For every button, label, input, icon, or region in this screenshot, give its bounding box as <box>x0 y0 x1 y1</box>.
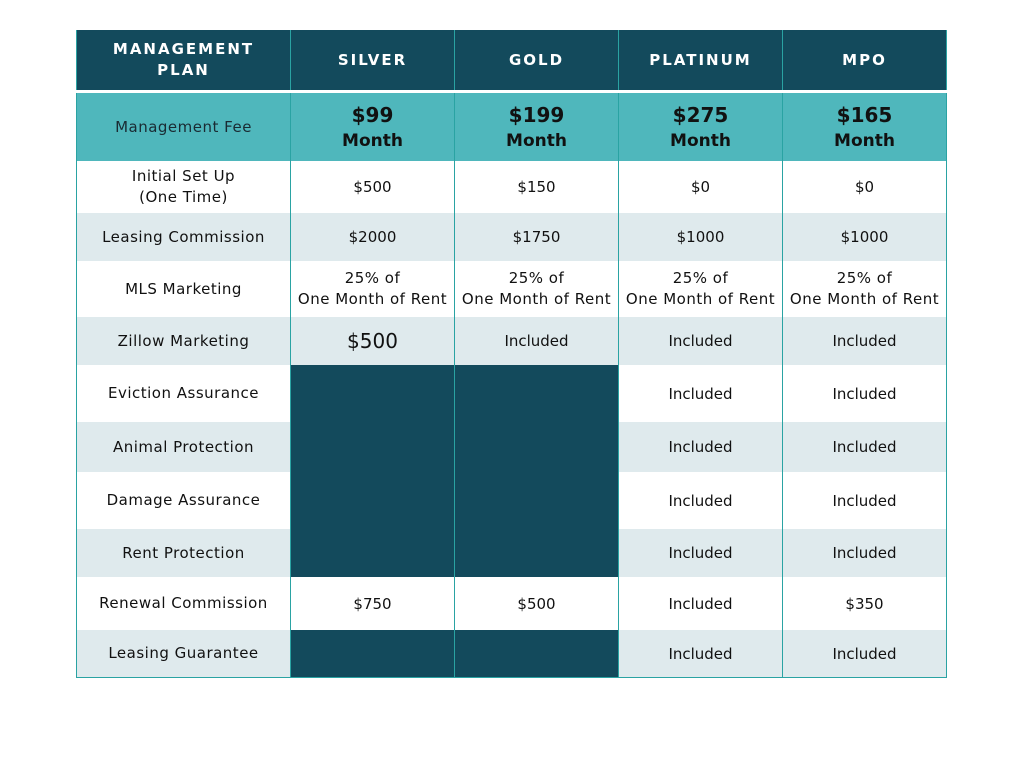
setup-label-line1: Initial Set Up <box>131 167 236 185</box>
zillow-mpo: Included <box>783 317 947 365</box>
mls-mpo <box>783 261 947 317</box>
mls-platinum-line2: One Month of Rent <box>625 290 776 308</box>
fee-gold <box>455 92 619 162</box>
table-body <box>77 92 947 678</box>
guarantee-platinum: Included <box>619 630 783 678</box>
setup-label <box>77 161 291 213</box>
mls-label: MLS Marketing <box>77 261 291 317</box>
leasing-guarantee-row <box>77 630 947 678</box>
eviction-gold-unavailable <box>455 365 619 422</box>
fee-label: Management Fee <box>77 92 291 162</box>
zillow-platinum: Included <box>619 317 783 365</box>
animal-mpo: Included <box>783 422 947 472</box>
fee-gold-unit: Month <box>506 130 567 151</box>
damage-label: Damage Assurance <box>77 472 291 529</box>
rent-label: Rent Protection <box>77 529 291 577</box>
fee-mpo-price: $165 <box>836 102 893 127</box>
plan-comparison-table <box>76 30 947 678</box>
setup-mpo: $0 <box>783 161 947 213</box>
animal-protection-row <box>77 422 947 472</box>
leasing-gold: $1750 <box>455 213 619 261</box>
fee-platinum-price: $275 <box>672 102 729 127</box>
fee-silver-unit: Month <box>342 130 403 151</box>
renewal-silver: $750 <box>291 577 455 630</box>
guarantee-label: Leasing Guarantee <box>77 630 291 678</box>
eviction-mpo: Included <box>783 365 947 422</box>
management-fee-row <box>77 92 947 162</box>
mls-silver <box>291 261 455 317</box>
rent-platinum: Included <box>619 529 783 577</box>
animal-gold-unavailable <box>455 422 619 472</box>
animal-platinum: Included <box>619 422 783 472</box>
mls-mpo-line1: 25% of <box>836 269 893 287</box>
mls-platinum-line1: 25% of <box>672 269 729 287</box>
renewal-platinum: Included <box>619 577 783 630</box>
fee-platinum <box>619 92 783 162</box>
renewal-mpo: $350 <box>783 577 947 630</box>
mls-gold <box>455 261 619 317</box>
header-row <box>77 30 947 92</box>
fee-silver-price: $99 <box>351 102 394 127</box>
eviction-platinum: Included <box>619 365 783 422</box>
header-gold: GOLD <box>455 30 619 92</box>
renewal-gold: $500 <box>455 577 619 630</box>
rent-silver-unavailable <box>291 529 455 577</box>
fee-mpo <box>783 92 947 162</box>
leasing-mpo: $1000 <box>783 213 947 261</box>
fee-mpo-unit: Month <box>834 130 895 151</box>
zillow-silver: $500 <box>291 317 455 365</box>
leasing-label: Leasing Commission <box>77 213 291 261</box>
eviction-label: Eviction Assurance <box>77 365 291 422</box>
mls-mpo-line2: One Month of Rent <box>789 290 940 308</box>
header-platinum: PLATINUM <box>619 30 783 92</box>
fee-platinum-unit: Month <box>670 130 731 151</box>
zillow-gold: Included <box>455 317 619 365</box>
setup-label-line2: (One Time) <box>139 188 228 206</box>
animal-silver-unavailable <box>291 422 455 472</box>
rent-mpo: Included <box>783 529 947 577</box>
zillow-label: Zillow Marketing <box>77 317 291 365</box>
renewal-commission-row <box>77 577 947 630</box>
leasing-platinum: $1000 <box>619 213 783 261</box>
table-header <box>77 30 947 92</box>
zillow-marketing-row <box>77 317 947 365</box>
damage-silver-unavailable <box>291 472 455 529</box>
mls-silver-line1: 25% of <box>344 269 401 287</box>
mls-gold-line1: 25% of <box>508 269 565 287</box>
leasing-silver: $2000 <box>291 213 455 261</box>
eviction-assurance-row <box>77 365 947 422</box>
header-plan-label: MANAGEMENT PLAN <box>112 40 255 79</box>
leasing-commission-row <box>77 213 947 261</box>
guarantee-silver-unavailable <box>291 630 455 678</box>
fee-silver <box>291 92 455 162</box>
guarantee-mpo: Included <box>783 630 947 678</box>
rent-protection-row <box>77 529 947 577</box>
setup-platinum: $0 <box>619 161 783 213</box>
setup-gold: $150 <box>455 161 619 213</box>
setup-silver: $500 <box>291 161 455 213</box>
eviction-silver-unavailable <box>291 365 455 422</box>
animal-label: Animal Protection <box>77 422 291 472</box>
mls-gold-line2: One Month of Rent <box>461 290 612 308</box>
rent-gold-unavailable <box>455 529 619 577</box>
header-mpo: MPO <box>783 30 947 92</box>
initial-setup-row <box>77 161 947 213</box>
mls-platinum <box>619 261 783 317</box>
header-management-plan <box>77 30 291 92</box>
header-silver: SILVER <box>291 30 455 92</box>
mls-marketing-row <box>77 261 947 317</box>
damage-mpo: Included <box>783 472 947 529</box>
mls-silver-line2: One Month of Rent <box>297 290 448 308</box>
damage-platinum: Included <box>619 472 783 529</box>
renewal-label: Renewal Commission <box>77 577 291 630</box>
guarantee-gold-unavailable <box>455 630 619 678</box>
fee-gold-price: $199 <box>508 102 565 127</box>
damage-gold-unavailable <box>455 472 619 529</box>
damage-assurance-row <box>77 472 947 529</box>
